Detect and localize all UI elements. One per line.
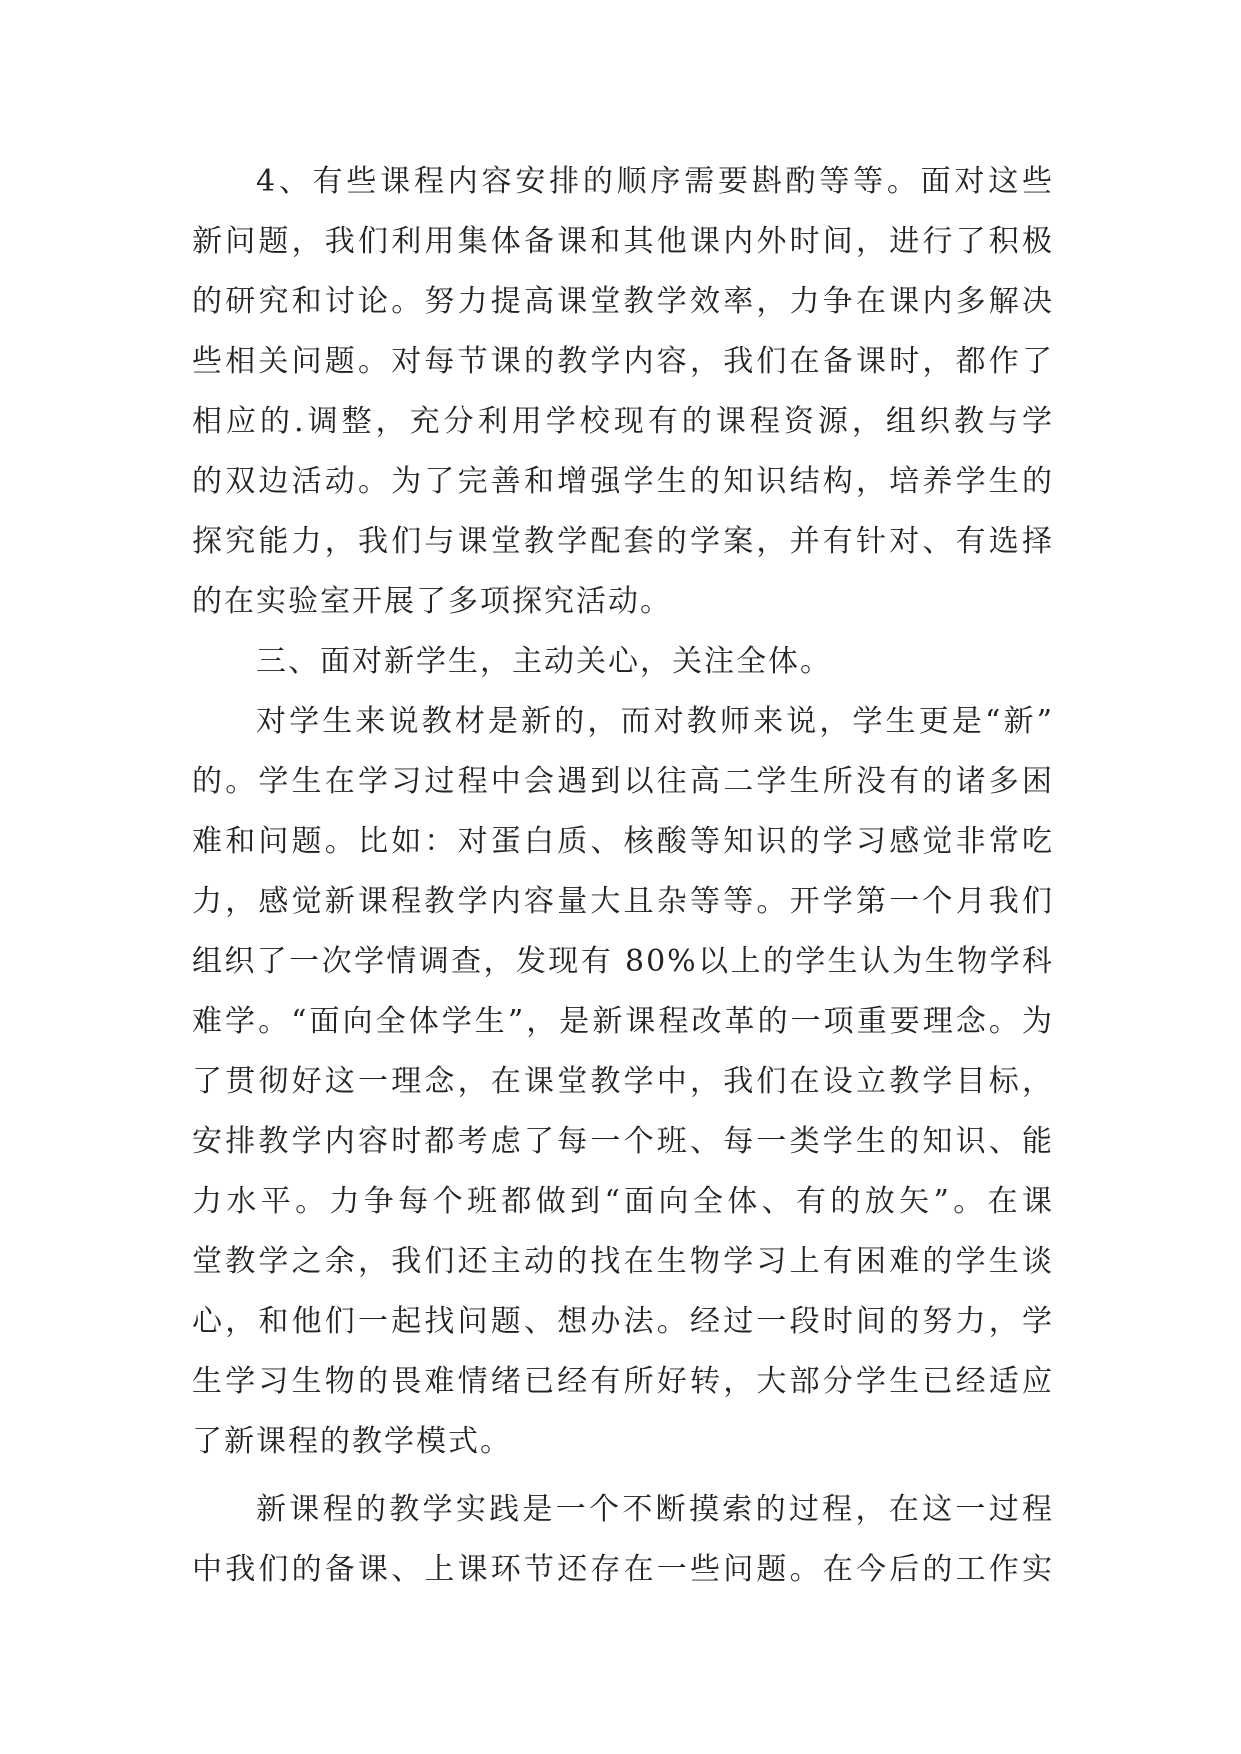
text-line: 心，和他们一起找问题、想办法。经过一段时间的努力，学 [192,1304,1054,1339]
text-line: 力，感觉新课程教学内容量大且杂等等。开学第一个月我们 [192,884,1054,919]
text-line: 了新课程的教学模式。 [192,1424,512,1459]
text-line: 力水平。力争每个班都做到“面向全体、有的放矢”。在课 [192,1184,1054,1219]
text-line: 难学。“面向全体学生”，是新课程改革的一项重要理念。为 [192,1004,1054,1039]
text-line: 的双边活动。为了完善和增强学生的知识结构，培养学生的 [192,464,1054,499]
text-line: 些相关问题。对每节课的教学内容，我们在备课时，都作了 [192,344,1054,379]
text-line: 生学习生物的畏难情绪已经有所好转，大部分学生已经适应 [192,1364,1054,1399]
text-line: 新课程的教学实践是一个不断摸索的过程，在这一过程 [256,1492,1054,1527]
text-line: 了贯彻好这一理念，在课堂教学中，我们在设立教学目标， [192,1064,1054,1099]
text-line: 难和问题。比如：对蛋白质、核酸等知识的学习感觉非常吃 [192,824,1054,859]
text-line: 探究能力，我们与课堂教学配套的学案，并有针对、有选择 [192,524,1054,559]
text-line: 的。学生在学习过程中会遇到以往高二学生所没有的诸多困 [192,764,1054,799]
paragraph-gap [192,1472,1054,1480]
text-line: 对学生来说教材是新的，而对教师来说，学生更是“新” [256,704,1054,739]
text-line: 堂教学之余，我们还主动的找在生物学习上有困难的学生谈 [192,1244,1054,1279]
text-line: 组织了一次学情调查，发现有 80%以上的学生认为生物学科 [192,944,1054,979]
text-line: 的研究和讨论。努力提高课堂教学效率，力争在课内多解决 [192,284,1054,319]
text-line: 相应的.调整，充分利用学校现有的课程资源，组织教与学 [192,404,1054,439]
text-line: 新问题，我们利用集体备课和其他课内外时间，进行了积极 [192,224,1054,259]
text-line: 4、有些课程内容安排的顺序需要斟酌等等。面对这些 [256,164,1054,199]
section-heading: 三、面对新学生，主动关心，关注全体。 [256,644,832,679]
text-line: 安排教学内容时都考虑了每一个班、每一类学生的知识、能 [192,1124,1054,1159]
text-line: 的在实验室开展了多项探究活动。 [192,584,672,619]
document-body [192,152,1054,1600]
text-line: 中我们的备课、上课环节还存在一些问题。在今后的工作实 [192,1552,1054,1587]
